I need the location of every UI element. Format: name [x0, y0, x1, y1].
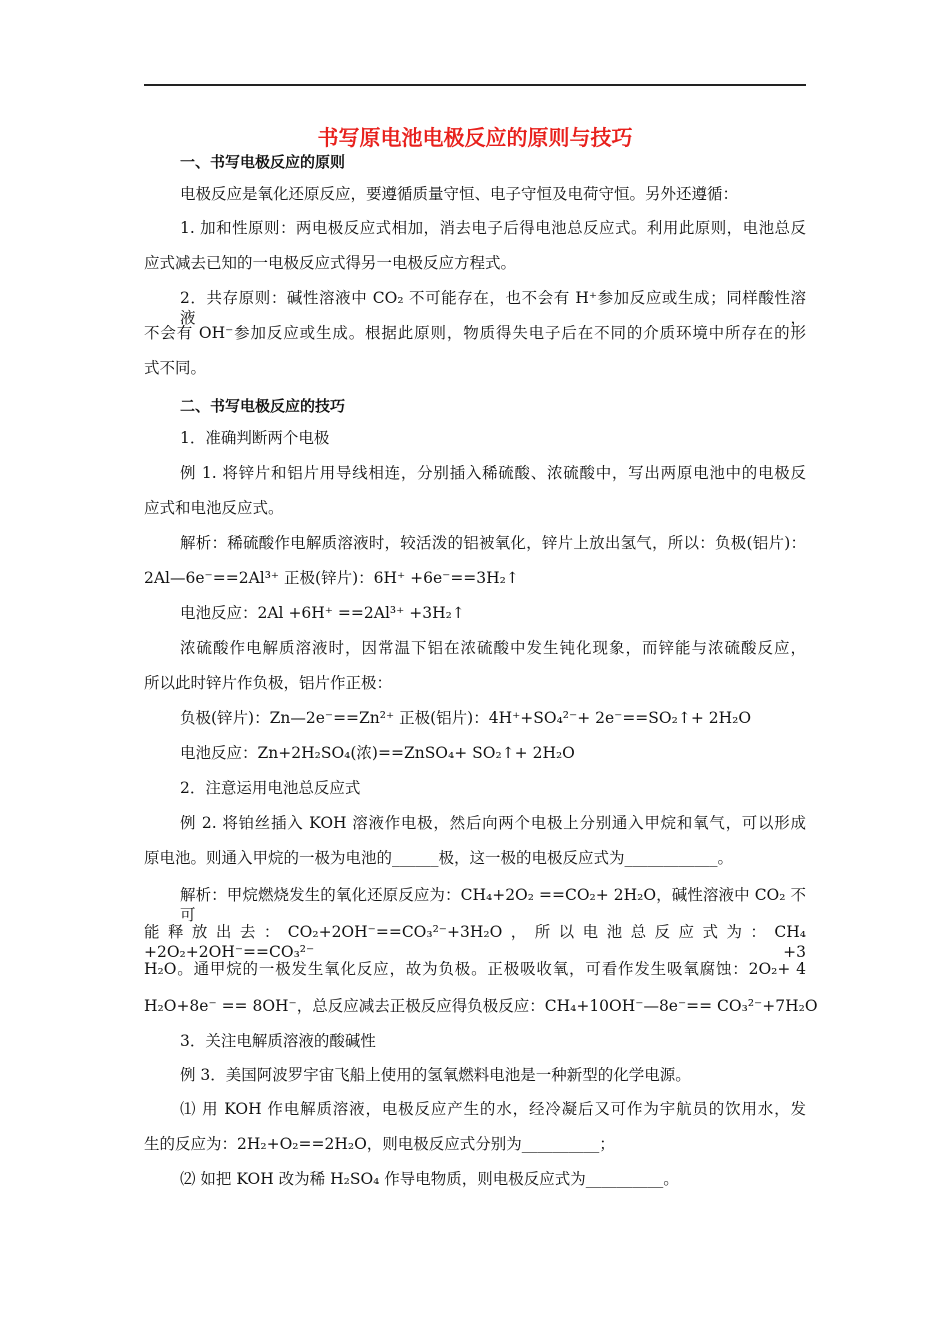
equation-line: 电池反应：2Al +6H⁺ ==2Al³⁺ +3H₂↑ [180, 604, 465, 622]
paragraph-line: 电极反应是氧化还原反应，要遵循质量守恒、电子守恒及电荷守恒。另外还遵循： [180, 185, 739, 203]
paragraph-line: 式不同。 [144, 359, 207, 377]
paragraph-line: H₂O。通甲烷的一极发生氧化反应，故为负极。正极吸收氧，可看作发生吸氧腐蚀：2O₂+ 4 [144, 960, 806, 978]
section-heading-techniques: 二、书写电极反应的技巧 [180, 397, 346, 415]
paragraph-line: 2．共存原则：碱性溶液中 CO₂ 不可能存在，也不会有 H⁺参加反应或生成；同样酸性溶液， [180, 289, 806, 327]
paragraph-line: 浓硫酸作电解质溶液时，因常温下铝在浓硫酸中发生钝化现象，而锌能与浓硫酸反应， [180, 639, 806, 657]
paragraph-line: H₂O+8e⁻ == 8OH⁻，总反应减去正极反应得负极反应：CH₄+10OH⁻—8e⁻== CO₃²⁻+7H₂O [144, 997, 818, 1015]
equation-line: 电池反应：Zn+2H₂SO₄(浓)==ZnSO₄+ SO₂↑+ 2H₂O [180, 744, 575, 762]
document-title: 书写原电池电极反应的原则与技巧 [317, 126, 633, 150]
paragraph-line: 例 1. 将锌片和铝片用导线相连，分别插入稀硫酸、浓硫酸中，写出两原电池中的电极反 [180, 464, 806, 482]
header-rule [144, 84, 806, 86]
section-heading-principles: 一、书写电极反应的原则 [180, 153, 346, 171]
paragraph-line: ⑴ 用 KOH 作电解质溶液，电极反应产生的水，经冷凝后又可作为宇航员的饮用水，发 [180, 1100, 806, 1118]
equation-line: 2Al—6e⁻==2Al³⁺ 正极(锌片)：6H⁺ +6e⁻==3H₂↑ [144, 569, 519, 587]
paragraph-line: 解析：甲烷燃烧发生的氧化还原反应为：CH₄+2O₂ ==CO₂+ 2H₂O，碱性溶液中 CO₂ 不可 [180, 886, 806, 924]
paragraph-line: 生的反应为：2H₂+O₂==2H₂O，则电极反应式分别为__________； [144, 1135, 615, 1153]
subheading-line: 1．准确判断两个电极 [180, 429, 330, 447]
paragraph-line: 应式减去已知的一电极反应式得另一电极反应方程式。 [144, 254, 517, 272]
paragraph-line: 原电池。则通入甲烷的一极为电池的______极，这一极的电极反应式为____________。 [144, 849, 734, 867]
paragraph-line: 例 2. 将铂丝插入 KOH 溶液作电极，然后向两个电极上分别通入甲烷和氧气，可以形成 [180, 814, 806, 832]
subheading-line: 3．关注电解质溶液的酸碱性 [180, 1032, 376, 1050]
subheading-line: 2．注意运用电池总反应式 [180, 779, 361, 797]
paragraph-line: 解析：稀硫酸作电解质溶液时，较活泼的铝被氧化，锌片上放出氢气，所以：负极(铝片)： [180, 534, 806, 552]
equation-line: 负极(锌片)：Zn—2e⁻==Zn²⁺ 正极(铝片)：4H⁺+SO₄²⁻+ 2e⁻==SO₂↑+ 2H₂O [180, 709, 752, 727]
paragraph-line: 能释放出去：CO₂+2OH⁻==CO₃²⁻+3H₂O，所以电池总反应式为：CH₄ +2O₂+2OH⁻==CO₃²⁻ +3 [144, 923, 806, 961]
paragraph-line: ⑵ 如把 KOH 改为稀 H₂SO₄ 作导电物质，则电极反应式为__________。 [180, 1170, 679, 1188]
paragraph-line: 所以此时锌片作负极，铝片作正极： [144, 674, 393, 692]
paragraph-line: 不会有 OH⁻参加反应或生成。根据此原则，物质得失电子后在不同的介质环境中所存在的形 [144, 324, 806, 342]
paragraph-line: 1. 加和性原则：两电极反应式相加，消去电子后得电池总反应式。利用此原则，电池总反 [180, 219, 806, 237]
paragraph-line: 应式和电池反应式。 [144, 499, 284, 517]
paragraph-line: 例 3．美国阿波罗宇宙飞船上使用的氢氧燃料电池是一种新型的化学电源。 [180, 1066, 691, 1084]
